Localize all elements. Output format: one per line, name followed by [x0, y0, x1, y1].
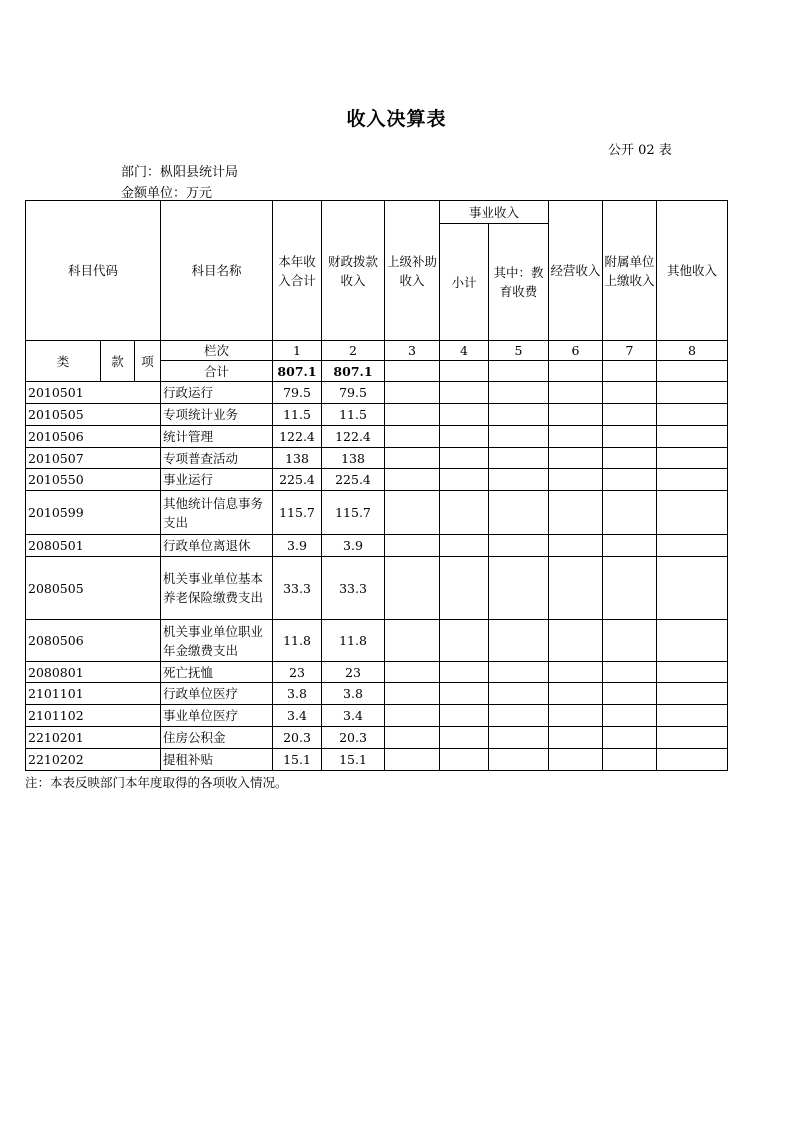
empty-cell — [603, 727, 657, 749]
empty-cell — [489, 469, 549, 491]
empty-cell — [489, 491, 549, 535]
subject-code: 2010506 — [26, 426, 161, 448]
table-note: 注：本表反映部门本年度取得的各项收入情况。 — [25, 775, 288, 790]
column-no: 7 — [603, 341, 657, 361]
subject-name: 机关事业单位基本养老保险缴费支出 — [161, 557, 273, 620]
empty-cell — [440, 749, 489, 771]
empty-cell — [549, 469, 603, 491]
empty-cell — [657, 727, 728, 749]
table-row — [26, 683, 728, 705]
empty-cell — [440, 448, 489, 469]
fiscal-appropriation-value: 11.5 — [322, 404, 385, 426]
empty-cell — [489, 705, 549, 727]
empty-cell — [440, 683, 489, 705]
affiliated-income-header: 附属单位上缴收入 — [603, 201, 657, 341]
empty-cell — [549, 426, 603, 448]
empty-cell — [385, 535, 440, 557]
table-row — [26, 491, 728, 535]
empty-cell — [489, 620, 549, 662]
empty-cell — [603, 620, 657, 662]
subject-name: 事业单位医疗 — [161, 705, 273, 727]
subject-name: 行政运行 — [161, 382, 273, 404]
total-income-value: 115.7 — [273, 491, 322, 535]
empty-cell — [603, 448, 657, 469]
empty-cell — [440, 705, 489, 727]
empty-cell — [657, 426, 728, 448]
empty-cell — [657, 557, 728, 620]
table-row — [26, 535, 728, 557]
empty-cell — [549, 749, 603, 771]
empty-cell — [489, 749, 549, 771]
empty-cell — [440, 426, 489, 448]
income-table — [25, 200, 728, 771]
empty-cell — [385, 705, 440, 727]
empty-cell — [657, 491, 728, 535]
empty-cell — [549, 491, 603, 535]
subject-code: 2010501 — [26, 382, 161, 404]
empty-cell — [603, 749, 657, 771]
empty-cell — [440, 727, 489, 749]
operating-income-header: 经营收入 — [549, 201, 603, 341]
column-no: 1 — [273, 341, 322, 361]
table-row — [26, 448, 728, 469]
subject-name: 统计管理 — [161, 426, 273, 448]
form-number: 公开 02 表 — [608, 143, 672, 158]
column-no: 6 — [549, 341, 603, 361]
fiscal-appropriation-value: 807.1 — [322, 361, 385, 382]
empty-cell — [385, 426, 440, 448]
empty-cell — [385, 662, 440, 683]
fiscal-appropriation-value: 3.8 — [322, 683, 385, 705]
empty-cell — [657, 620, 728, 662]
empty-cell — [385, 727, 440, 749]
subject-code-header: 科目代码 — [26, 201, 161, 341]
empty-cell — [549, 557, 603, 620]
empty-cell — [385, 404, 440, 426]
fiscal-appropriation-value: 225.4 — [322, 469, 385, 491]
subject-name: 行政单位离退休 — [161, 535, 273, 557]
total-income-value: 23 — [273, 662, 322, 683]
fiscal-appropriation-value: 11.8 — [322, 620, 385, 662]
fiscal-appropriation-value: 138 — [322, 448, 385, 469]
table-row — [26, 662, 728, 683]
empty-cell — [440, 361, 489, 382]
empty-cell — [603, 382, 657, 404]
empty-cell — [657, 662, 728, 683]
empty-cell — [549, 535, 603, 557]
empty-cell — [657, 361, 728, 382]
subject-code: 2080506 — [26, 620, 161, 662]
total-income-value: 79.5 — [273, 382, 322, 404]
xiang-header: 项 — [135, 341, 161, 382]
subtotal-header: 小计 — [440, 224, 489, 341]
empty-cell — [603, 705, 657, 727]
table-row — [26, 749, 728, 771]
column-no: 3 — [385, 341, 440, 361]
empty-cell — [489, 535, 549, 557]
empty-cell — [440, 557, 489, 620]
empty-cell — [549, 361, 603, 382]
table-header — [26, 201, 728, 382]
business-income-header: 事业收入 — [440, 201, 549, 224]
empty-cell — [657, 683, 728, 705]
total-income-value: 225.4 — [273, 469, 322, 491]
empty-cell — [657, 749, 728, 771]
table-row — [26, 727, 728, 749]
total-income-value: 11.5 — [273, 404, 322, 426]
empty-cell — [489, 683, 549, 705]
subject-code: 2101102 — [26, 705, 161, 727]
empty-cell — [489, 727, 549, 749]
subject-name: 死亡抚恤 — [161, 662, 273, 683]
subject-name: 行政单位医疗 — [161, 683, 273, 705]
department-label: 部门：枞阳县统计局 — [121, 165, 239, 180]
empty-cell — [603, 535, 657, 557]
empty-cell — [549, 382, 603, 404]
table-row — [26, 404, 728, 426]
empty-cell — [440, 662, 489, 683]
subject-code: 2080801 — [26, 662, 161, 683]
subject-code: 2010505 — [26, 404, 161, 426]
total-label: 合计 — [161, 361, 273, 382]
fiscal-appropriation-value: 122.4 — [322, 426, 385, 448]
empty-cell — [657, 448, 728, 469]
fiscal-appropriation-value: 79.5 — [322, 382, 385, 404]
table-row — [26, 469, 728, 491]
empty-cell — [603, 557, 657, 620]
empty-cell — [657, 404, 728, 426]
empty-cell — [549, 683, 603, 705]
empty-cell — [657, 382, 728, 404]
empty-cell — [549, 404, 603, 426]
total-income-value: 3.4 — [273, 705, 322, 727]
empty-cell — [489, 426, 549, 448]
subject-name: 事业运行 — [161, 469, 273, 491]
empty-cell — [603, 683, 657, 705]
empty-cell — [440, 491, 489, 535]
subject-name: 专项统计业务 — [161, 404, 273, 426]
total-income-value: 3.9 — [273, 535, 322, 557]
page-title: 收入决算表 — [346, 108, 447, 130]
total-income-header: 本年收入合计 — [273, 201, 322, 341]
empty-cell — [549, 705, 603, 727]
empty-cell — [440, 620, 489, 662]
empty-cell — [440, 469, 489, 491]
column-no: 8 — [657, 341, 728, 361]
fiscal-appropriation-value: 15.1 — [322, 749, 385, 771]
column-no: 4 — [440, 341, 489, 361]
table-row — [26, 557, 728, 620]
fiscal-appropriation-value: 20.3 — [322, 727, 385, 749]
empty-cell — [440, 535, 489, 557]
subject-name: 其他统计信息事务支出 — [161, 491, 273, 535]
total-income-value: 33.3 — [273, 557, 322, 620]
empty-cell — [603, 361, 657, 382]
empty-cell — [385, 749, 440, 771]
table-body — [26, 382, 728, 771]
subject-code: 2010599 — [26, 491, 161, 535]
empty-cell — [489, 557, 549, 620]
fiscal-appropriation-value: 3.4 — [322, 705, 385, 727]
total-income-value: 15.1 — [273, 749, 322, 771]
subject-name: 提租补贴 — [161, 749, 273, 771]
subject-code: 2210202 — [26, 749, 161, 771]
subject-code: 2080505 — [26, 557, 161, 620]
subject-code: 2010550 — [26, 469, 161, 491]
subject-code: 2101101 — [26, 683, 161, 705]
subject-code: 2080501 — [26, 535, 161, 557]
empty-cell — [657, 535, 728, 557]
empty-cell — [385, 683, 440, 705]
empty-cell — [603, 662, 657, 683]
empty-cell — [549, 727, 603, 749]
empty-cell — [385, 557, 440, 620]
empty-cell — [489, 382, 549, 404]
fiscal-appropriation-header: 财政拨款收入 — [322, 201, 385, 341]
empty-cell — [385, 491, 440, 535]
fiscal-appropriation-value: 115.7 — [322, 491, 385, 535]
column-no: 2 — [322, 341, 385, 361]
table-row — [26, 426, 728, 448]
empty-cell — [440, 382, 489, 404]
subject-code: 2010507 — [26, 448, 161, 469]
subject-code: 2210201 — [26, 727, 161, 749]
empty-cell — [489, 662, 549, 683]
empty-cell — [657, 469, 728, 491]
superior-subsidy-header: 上级补助收入 — [385, 201, 440, 341]
empty-cell — [440, 404, 489, 426]
table-row — [26, 620, 728, 662]
column-no-label: 栏次 — [161, 341, 273, 361]
empty-cell — [549, 662, 603, 683]
empty-cell — [385, 469, 440, 491]
subject-name-header: 科目名称 — [161, 201, 273, 341]
empty-cell — [549, 620, 603, 662]
lei-header: 类 — [26, 341, 101, 382]
education-fee-header: 其中：教育收费 — [489, 224, 549, 341]
empty-cell — [385, 620, 440, 662]
fiscal-appropriation-value: 23 — [322, 662, 385, 683]
empty-cell — [385, 448, 440, 469]
empty-cell — [603, 491, 657, 535]
fiscal-appropriation-value: 3.9 — [322, 535, 385, 557]
empty-cell — [657, 705, 728, 727]
fiscal-appropriation-value: 33.3 — [322, 557, 385, 620]
empty-cell — [489, 404, 549, 426]
subject-name: 专项普查活动 — [161, 448, 273, 469]
empty-cell — [489, 448, 549, 469]
subject-name: 机关事业单位职业年金缴费支出 — [161, 620, 273, 662]
total-income-value: 11.8 — [273, 620, 322, 662]
other-income-header: 其他收入 — [657, 201, 728, 341]
amount-unit-label: 金额单位：万元 — [121, 186, 213, 201]
total-income-value: 807.1 — [273, 361, 322, 382]
subject-name: 住房公积金 — [161, 727, 273, 749]
table-row — [26, 382, 728, 404]
total-income-value: 3.8 — [273, 683, 322, 705]
empty-cell — [603, 404, 657, 426]
empty-cell — [385, 382, 440, 404]
kuan-header: 款 — [101, 341, 135, 382]
empty-cell — [603, 469, 657, 491]
empty-cell — [385, 361, 440, 382]
empty-cell — [603, 426, 657, 448]
total-income-value: 122.4 — [273, 426, 322, 448]
table-row — [26, 705, 728, 727]
column-no: 5 — [489, 341, 549, 361]
total-income-value: 20.3 — [273, 727, 322, 749]
empty-cell — [489, 361, 549, 382]
total-income-value: 138 — [273, 448, 322, 469]
empty-cell — [549, 448, 603, 469]
